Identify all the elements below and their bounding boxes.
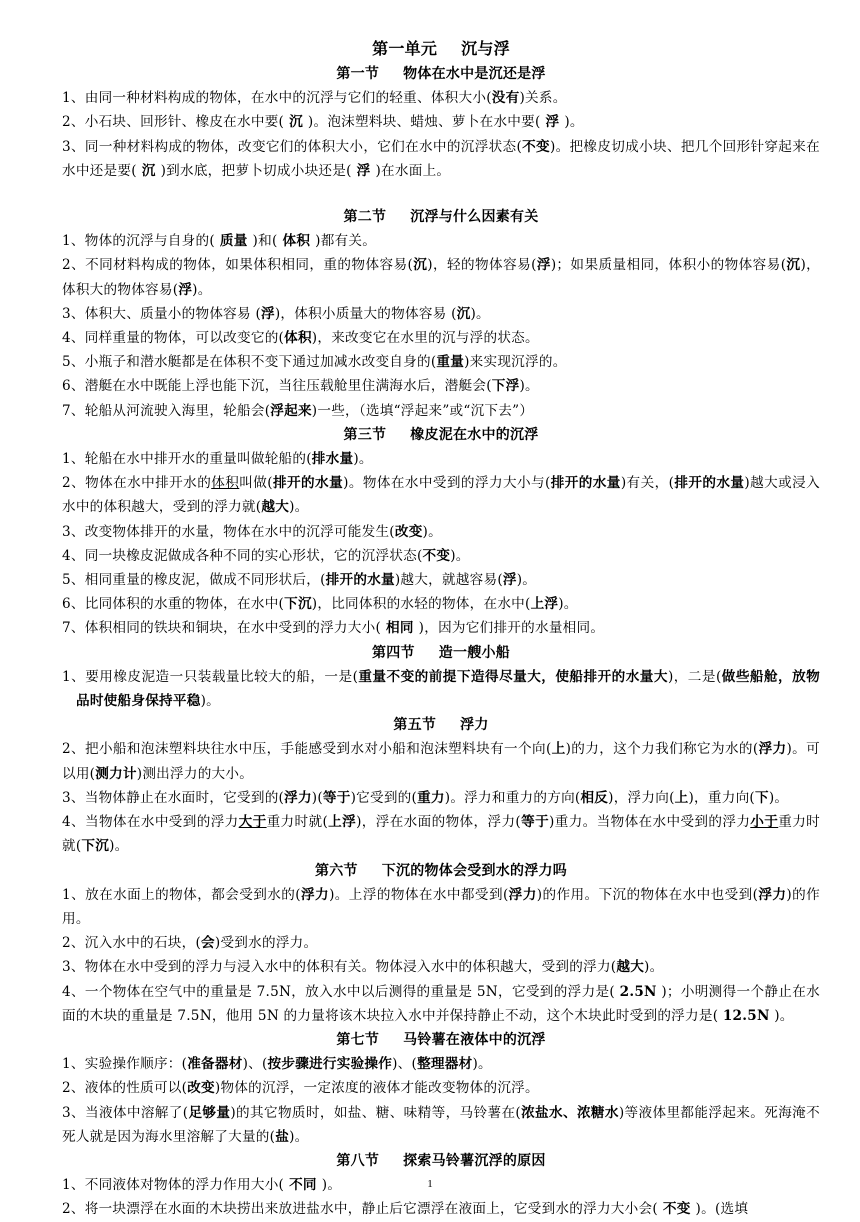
- answer-text: 没有: [491, 90, 520, 107]
- section-number: 第一节: [336, 66, 380, 82]
- answer-text: 改变: [394, 523, 423, 540]
- answer-text: 越大: [261, 499, 290, 516]
- answer-text: 排开的水量: [272, 475, 344, 492]
- list-item: 2、把小船和泡沫塑料块往水中压，手能感受到水对小船和泡沫塑料块有一个向(上)的力，这个力我们称它为水的(浮力)。可以用(测力计)测出浮力的大小。: [62, 741, 820, 782]
- answer-text: 下: [754, 789, 769, 806]
- section-heading: [62, 423, 820, 447]
- answer-text: 足够量: [188, 1104, 231, 1121]
- answer-text: 重量: [436, 354, 465, 371]
- answer-text: 等于: [520, 814, 550, 831]
- section-title: 马铃薯在液体中的沉浮: [403, 1031, 546, 1048]
- list-item: 2、物体在水中排开水的体积叫做(排开的水量)。物体在水中受到的浮力大小与(排开的水量)有关，(排开的水量)越大或浸入水中的体积越大，受到的浮力就(越大)。: [62, 475, 821, 516]
- answer-text: 沉: [284, 114, 308, 131]
- list-item: 3、物体在水中受到的浮力与浸入水中的体积有关。物体浸入水中的体积越大，受到的浮力(越大)。: [62, 959, 664, 976]
- list-item: 1、轮船在水中排开水的重量叫做轮船的(排水量)。: [62, 451, 373, 468]
- answer-text: 不变: [657, 1201, 696, 1218]
- section-heading: [62, 713, 820, 737]
- answer-text: 浮力: [758, 741, 787, 758]
- answer-text: 浮力: [508, 886, 537, 903]
- answer-text: 2.5N: [619, 983, 657, 1000]
- section-heading: [62, 641, 820, 665]
- list-item: 3、当液体中溶解了(足够量)的其它物质时，如盐、糖、味精等，马铃薯在(浓盐水、浓糖水)等液体里都能浮起来。死海淹不死人就是因为海水里溶解了大量的(盐)。: [62, 1104, 820, 1145]
- list-item: 3、改变物体排开的水量，物体在水中的沉浮可能发生(改变)。: [62, 523, 442, 540]
- section-title: 物体在水中是沉还是浮: [403, 66, 546, 82]
- answer-text: 排水量: [311, 451, 354, 468]
- answer-text: 改变: [187, 1080, 215, 1097]
- answer-text: 浮力: [284, 789, 312, 806]
- list-item: 3、当物体静止在水面时，它受到的(浮力)(等于)它受到的(重力)。浮力和重力的方向(相反)，浮力向(上)，重力向(下)。: [62, 789, 789, 806]
- sections-container: [62, 62, 820, 1222]
- list-item: 3、体积大、质量小的物体容易 (浮)，体积小质量大的物体容易 (沉)。: [62, 305, 490, 322]
- answer-text: 浮: [351, 162, 376, 179]
- answer-text: 越大: [616, 959, 645, 976]
- answer-text: 浮: [536, 257, 551, 274]
- list-item: 2、沉入水中的石块，(会)受到水的浮力。: [62, 935, 318, 952]
- list-item: 5、相同重量的橡皮泥，做成不同形状后，(排开的水量)越大，就越容易(浮)。: [62, 572, 537, 589]
- answer-text: 排开的水量: [674, 475, 745, 492]
- answer-text: 排开的水量: [550, 475, 621, 492]
- list-item: 1、实验操作顺序：(准备器材)、(按步骤进行实验操作)、(整理器材)。: [62, 1056, 492, 1073]
- answer-text: 不同: [284, 1177, 322, 1194]
- section-spacer: [62, 183, 820, 205]
- list-item: 1、要用橡皮泥造一只装载量比较大的船，一是(重量不变的前提下造得尽量大，使船排开的水量大)，二是(做些船舱，放物品时使船身保持平稳)。: [62, 668, 821, 710]
- answer-text: 上: [674, 789, 689, 806]
- document-body: [62, 36, 820, 1222]
- list-item: 6、潜艇在水中既能上浮也能下沉，当往压载舱里住满海水后，潜艇会(下浮)。: [62, 378, 539, 395]
- section-heading: [62, 859, 820, 883]
- section-title: 探索马铃薯沉浮的原因: [403, 1152, 546, 1169]
- answer-text: 浮起来: [270, 402, 312, 419]
- list-item: 2、液体的性质可以(改变)物体的沉浮，一定浓度的液体才能改变物体的沉浮。: [62, 1080, 539, 1097]
- page-number: 1: [427, 1178, 433, 1190]
- section-number: 第六节: [315, 862, 358, 879]
- underlined-keyword: 小于: [750, 814, 779, 831]
- answer-text: 下沉: [284, 596, 312, 613]
- answer-text: 测力计: [95, 765, 137, 782]
- list-item: 2、不同材料构成的物体，如果体积相同，重的物体容易(沉)，轻的物体容易(浮)；如果质量相同，体积小的物体容易(沉)，体积大的物体容易(浮)。: [62, 257, 821, 298]
- answer-text: 浮力: [300, 886, 330, 903]
- section-title: 浮力: [460, 717, 489, 734]
- section-number: 第四节: [372, 644, 415, 661]
- answer-text: 做些船舱，放物品时使船身保持平稳: [76, 668, 821, 710]
- answer-text: 整理器材: [417, 1056, 473, 1073]
- answer-text: 浓盐水、浓糖水: [520, 1104, 619, 1121]
- answer-text: 沉: [136, 162, 161, 179]
- answer-text: 浮: [178, 281, 193, 298]
- underlined-text: 体积: [211, 475, 240, 492]
- answer-text: 重力: [417, 789, 445, 806]
- list-item: 2、小石块、回形针、橡皮在水中要( 沉 )。泡沫塑料块、蜡烛、萝卜在水中要( 浮 )。: [62, 114, 584, 131]
- answer-text: 相反: [580, 789, 609, 806]
- answer-text: 体积: [284, 330, 312, 347]
- answer-text: 会: [201, 935, 215, 952]
- section-title: 橡皮泥在水中的沉浮: [410, 426, 539, 443]
- answer-text: 相同: [381, 620, 419, 637]
- section-number: 第三节: [343, 426, 387, 443]
- answer-text: 重量不变的前提下造得尽量大，使船排开的水量大: [358, 668, 668, 685]
- answer-text: 盐: [275, 1128, 290, 1145]
- answer-text: 准备器材: [187, 1056, 243, 1073]
- answer-text: 浮: [261, 305, 275, 322]
- chapter-heading: [62, 36, 820, 62]
- answer-text: 12.5N: [722, 1007, 770, 1024]
- list-item: 4、当物体在水中受到的浮力大于重力时就(上浮)，浮在水面的物体，浮力(等于)重力。当物体在水中受到的浮力小于重力时就(下沉)。: [62, 814, 821, 855]
- answer-text: 质量: [214, 233, 253, 250]
- list-item: 3、同一种材料构成的物体，改变它们的体积大小，它们在水中的沉浮状态(不变)。把橡皮切成小块、把几个回形针穿起来在水中还是要( 沉 )到水底，把萝卜切成小块还是( 浮 )在水面上。: [62, 138, 820, 179]
- answer-text: 沉: [456, 305, 471, 322]
- section-heading: [62, 1028, 820, 1052]
- section-number: 第二节: [343, 209, 387, 226]
- list-item: 7、体积相同的铁块和铜块，在水中受到的浮力大小( 相同 )，因为它们排开的水量相同。: [62, 620, 605, 637]
- list-item: 7、轮船从河流驶入海里，轮船会(浮起来)一些，（选填“浮起来”或“沉下去”）: [62, 402, 534, 419]
- answer-text: 不变: [522, 138, 550, 155]
- chapter-subtitle: 沉与浮: [461, 39, 510, 58]
- answer-text: 沉: [786, 257, 801, 274]
- list-item: 4、一个物体在空气中的重量是 7.5N，放入水中以后测得的重量是 5N，它受到的浮力是( 2.5N )；小明测得一个静止在水面的木块的重量是 7.5N，他用 5N 的力量将该木块拉入水中并保持静止不动，这个木块此时受到的浮力是( 12.5N )。: [62, 983, 820, 1024]
- answer-text: 排开的水量: [325, 572, 395, 589]
- answer-text: 浮: [502, 572, 517, 589]
- section-heading: [62, 205, 820, 229]
- list-item: 6、比同体积的水重的物体，在水中(下沉)，比同体积的水轻的物体，在水中(上浮)。: [62, 596, 578, 613]
- section-heading: [62, 62, 820, 86]
- answer-text: 体积: [277, 233, 316, 250]
- answer-text: 上浮: [328, 814, 357, 831]
- answer-text: 上浮: [530, 596, 559, 613]
- section-title: 下沉的物体会受到水的浮力吗: [381, 862, 567, 879]
- chapter-title: 第一单元: [372, 39, 438, 58]
- answer-text: 按步骤进行实验操作: [267, 1056, 393, 1073]
- answer-text: 不变: [422, 547, 451, 564]
- answer-text: 下浮: [491, 378, 520, 395]
- section-title: 沉浮与什么因素有关: [410, 209, 539, 226]
- list-item: 4、同一块橡皮泥做成各种不同的实心形状，它的沉浮状态(不变)。: [62, 547, 470, 564]
- list-item: 2、将一块漂浮在水面的木块捞出来放进盐水中，静止后它漂浮在液面上，它受到水的浮力大小会( 不变 )。(选填: [62, 1201, 749, 1218]
- list-item: 1、物体的沉浮与自身的( 质量 )和( 体积 )都有关。: [62, 233, 377, 250]
- section-heading: [62, 1149, 820, 1173]
- section-title: 造一艘小船: [438, 644, 510, 661]
- list-item: 5、小瓶子和潜水艇都是在体积不变下通过加减水改变自身的(重量)来实现沉浮的。: [62, 354, 567, 371]
- answer-text: 上: [551, 741, 566, 758]
- answer-text: 等于: [322, 789, 351, 806]
- answer-text: 沉: [413, 257, 428, 274]
- answer-text: 浮力: [758, 886, 787, 903]
- answer-text: 浮: [540, 114, 565, 131]
- section-number: 第八节: [336, 1152, 380, 1169]
- list-item: 1、由同一种材料构成的物体，在水中的沉浮与它们的轻重、体积大小(没有)关系。: [62, 90, 567, 107]
- list-item: 1、放在水面上的物体，都会受到水的(浮力)。上浮的物体在水中都受到(浮力)的作用。下沉的物体在水中也受到(浮力)的作用。: [62, 886, 821, 927]
- section-number: 第七节: [336, 1031, 380, 1048]
- answer-text: 下沉: [81, 838, 110, 855]
- section-number: 第五节: [393, 717, 437, 734]
- underlined-keyword: 大于: [238, 814, 267, 831]
- list-item: 4、同样重量的物体，可以改变它的(体积)，来改变它在水里的沉与浮的状态。: [62, 330, 539, 347]
- list-item: 1、不同液体对物体的浮力作用大小( 不同 )。: [62, 1177, 342, 1194]
